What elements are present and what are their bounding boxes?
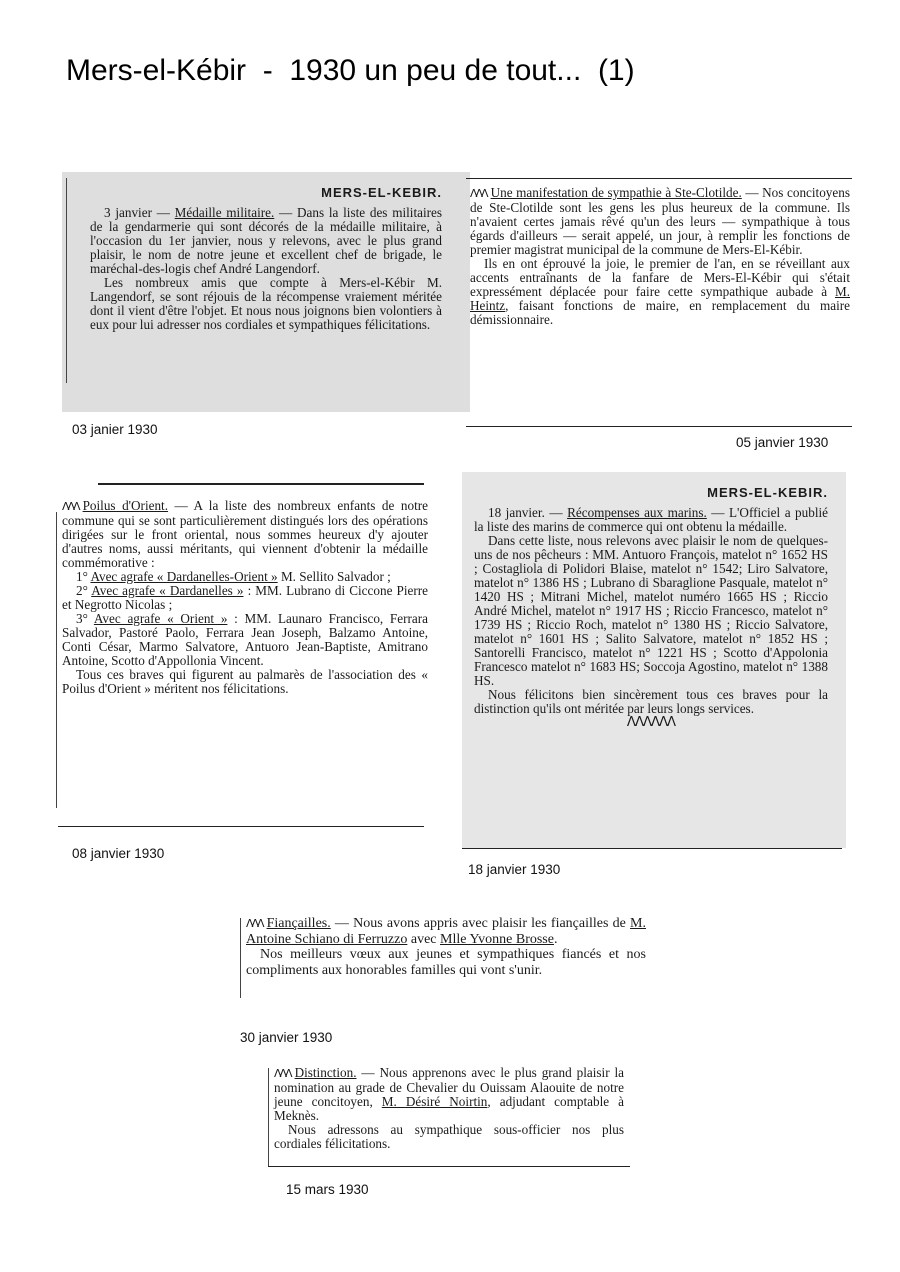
clipping-manifestation-sympathie [466,186,854,327]
clipping-list-item [62,584,428,612]
clipping-topic: Récompenses aux marins. [567,505,707,520]
section-mark-icon: ΛΛΛ [470,187,487,200]
section-mark-icon: ΛΛΛ [62,500,79,513]
end-mark-icon: ΛΛΛΛΛΛ [626,715,676,730]
list-number: 3° [76,611,94,626]
clipping-name: Avec agrafe « Dardanelles » [91,583,244,598]
clipping-name: M. Heintz [470,284,850,313]
divider-line [466,426,852,427]
divider-line [58,826,424,827]
clipping-date: 3 janvier — [104,205,175,220]
clipping-header: MERS-EL-KEBIR. [707,485,828,500]
column-rule [56,512,57,808]
section-mark-icon: ΛΛΛ [246,917,263,930]
clipping-text: — A la liste des nombreux enfants de notre commune qui se sont particulièrement distingués lors des opérations dirigées sur le front oriental, nous sommes heureux d'y ajouter d'autres noms, aussi méritants, qui viennent d'obtenir la médaille commémorative : [62,498,428,570]
clipping-text: — L'Officiel a publié la liste des marins de commerce qui ont obtenu la médaille. [474,505,829,534]
clipping-name: Avec agrafe « Orient » [93,611,228,626]
column-rule [66,178,67,383]
list-number: 2° [76,583,92,598]
clipping-topic: Poilus d'Orient. [82,498,169,513]
clipping-text: : MM. Lubrano di Ciccone Pierre et Negrotto Nicolas ; [62,583,428,612]
clipping-text: — Nous avons appris avec plaisir les fiançailles de [330,916,631,931]
clipping-topic: Distinction. [294,1065,357,1080]
clipping-name: M. Désiré Noirtin [381,1094,488,1109]
clipping-paragraph: Nous félicitons bien sincèrement tous ces braves pour la distinction qu'ils ont méritée par leurs longs services. [474,687,828,716]
clipping-topic: Médaille militaire. [174,205,275,220]
clipping-paragraph [90,206,442,276]
clipping-paragraph [470,186,850,257]
clipping-paragraph [470,257,850,327]
clipping-text: — Dans la liste des militaires de la gendarmerie qui sont décorés de la médaille militaire, à l'occasion du 1er janvier, nous y relevons, avec le plus grand plaisir, le nom de notre jeune et excellent chef de brigade, le maréchal-des-logis chef André Langendorf. [90,205,442,276]
divider-line [462,848,842,849]
clipping-paragraph: Tous ces braves qui figurent au palmarès de l'association des « Poilus d'Orient » méritent nos félicitations. [62,667,428,696]
clipping-name: M. Antoine Schiano di Ferruzzo [246,916,646,947]
clipping-topic: Une manifestation de sympathie à Ste-Clotilde. [490,185,742,200]
clipping-topic: Fiançailles. [266,916,331,931]
clipping-text: , adjudant comptable à Meknès. [274,1094,624,1123]
clipping-text: — Nous apprenons avec le plus grand plaisir la nomination au grade de Chevalier du Ouissam Alaouite de notre jeune concitoyen, [274,1065,624,1109]
caption-date: 03 janier 1930 [72,422,158,437]
clipping-medaille-militaire [62,172,470,412]
divider-line [98,483,424,485]
section-mark-icon: ΛΛΛ [274,1067,291,1080]
column-rule [240,918,241,998]
clipping-paragraph [62,499,428,570]
list-number: 1° [76,569,91,584]
clipping-paragraph: Nos meilleurs vœux aux jeunes et sympathiques fiancés et nos compliments aux honorables familles qui vont s'unir. [246,947,646,978]
clipping-list-item [62,570,428,584]
divider-line [268,1166,630,1167]
caption-date: 05 janvier 1930 [736,435,829,450]
caption-date: 15 mars 1930 [286,1182,369,1197]
clipping-paragraph: Les nombreux amis que compte à Mers-el-Kébir M. Langendorf, se sont réjouis de la récompense vraiement méritée dont il vient d'être l'objet. Et nous nous joignons bien volontiers à eux pour lui adresser nos cordiales et sympathiques félicitations. [90,275,442,332]
clipping-fiancailles [246,916,646,978]
caption-date: 18 janvier 1930 [468,862,561,877]
clipping-text: — Nos concitoyens de Ste-Clotilde sont les gens les plus heureux de la commune. Ils n'avaient certes jamais rêvé qu'un des leurs — sympathique à tous égards d'ailleurs — serait appelé, un jour, à remplir les fonctions de premier magistrat municipal de la commune de Mers-El-Kébir. [470,185,850,257]
clipping-header: MERS-EL-KEBIR. [321,185,442,200]
clipping-text: M. Sellito Salvador ; [277,569,391,584]
clipping-date: 18 janvier. — [488,505,568,520]
clipping-paragraph [246,916,646,947]
clipping-text: . [553,931,558,947]
clipping-text: : MM. Launaro Francisco, Ferrara Salvador, Pastoré Paolo, Ferrara Jean Joseph, Balzamo Antoine, Conti César, Marmo Salvatore, Antuoro Jean-Baptiste, Amitrano Antoine, Scotto d'Appollonia Vincent. [62,611,429,668]
clipping-name: Avec agrafe « Dardanelles-Orient » [90,569,278,584]
clipping-name: Mlle Yvonne Brosse [440,931,554,947]
clipping-paragraph [274,1066,624,1123]
clipping-text: Ils en ont éprouvé la joie, le premier de l'an, en se réveillant aux accents entraînants de la fanfare de Mers-El-Kébir qui s'était expressément déplacée pour faire cette sympathique aubade à [470,256,850,299]
clipping-recompenses-marins [462,472,846,848]
clipping-paragraph: Dans cette liste, nous relevons avec plaisir le nom de quelques-uns de nos pêcheurs : MM. Antuoro François, matelot n° 1652 HS ; Costagliola di Polidori Blaise, matelot n° 1542; Liro Salvatore, matelot n° 1386 HS ; Lubrano di Sbaraglione Pasquale, matelot n° 1420 HS ; Mitrani Michel, matelot numéro 1665 HS ; Riccio André Michel, matelot n° 1917 HS ; Riccio Francesco, matelot n° 1739 HS ; Riccio Roch, matelot n° 1380 HS ; Riccio Salvatore, matelot n° 1601 HS ; Salito Salvatore, matelot n° 1852 HS ; Santorelli Francisco, matelot n° 1221 HS ; Scotto d'Appolonia Francesco matelot n° 1683 HS; Soccoja Agostino, matelot n° 1388 HS. [474,533,828,688]
clipping-text: avec [407,931,441,947]
caption-date: 30 janvier 1930 [240,1030,333,1045]
clipping-poilus-orient [62,499,428,696]
divider-line [466,178,852,179]
page-title: Mers-el-Kébir - 1930 un peu de tout... (1) [66,54,635,87]
caption-date: 08 janvier 1930 [72,846,165,861]
column-rule [268,1068,269,1166]
clipping-text: , faisant fonctions de maire, en remplacement du maire démissionnaire. [470,298,850,327]
clipping-list-item [62,612,428,668]
clipping-distinction [274,1066,624,1151]
clipping-paragraph [474,506,828,534]
clipping-paragraph: Nous adressons au sympathique sous-officier nos plus cordiales félicitations. [274,1122,624,1151]
